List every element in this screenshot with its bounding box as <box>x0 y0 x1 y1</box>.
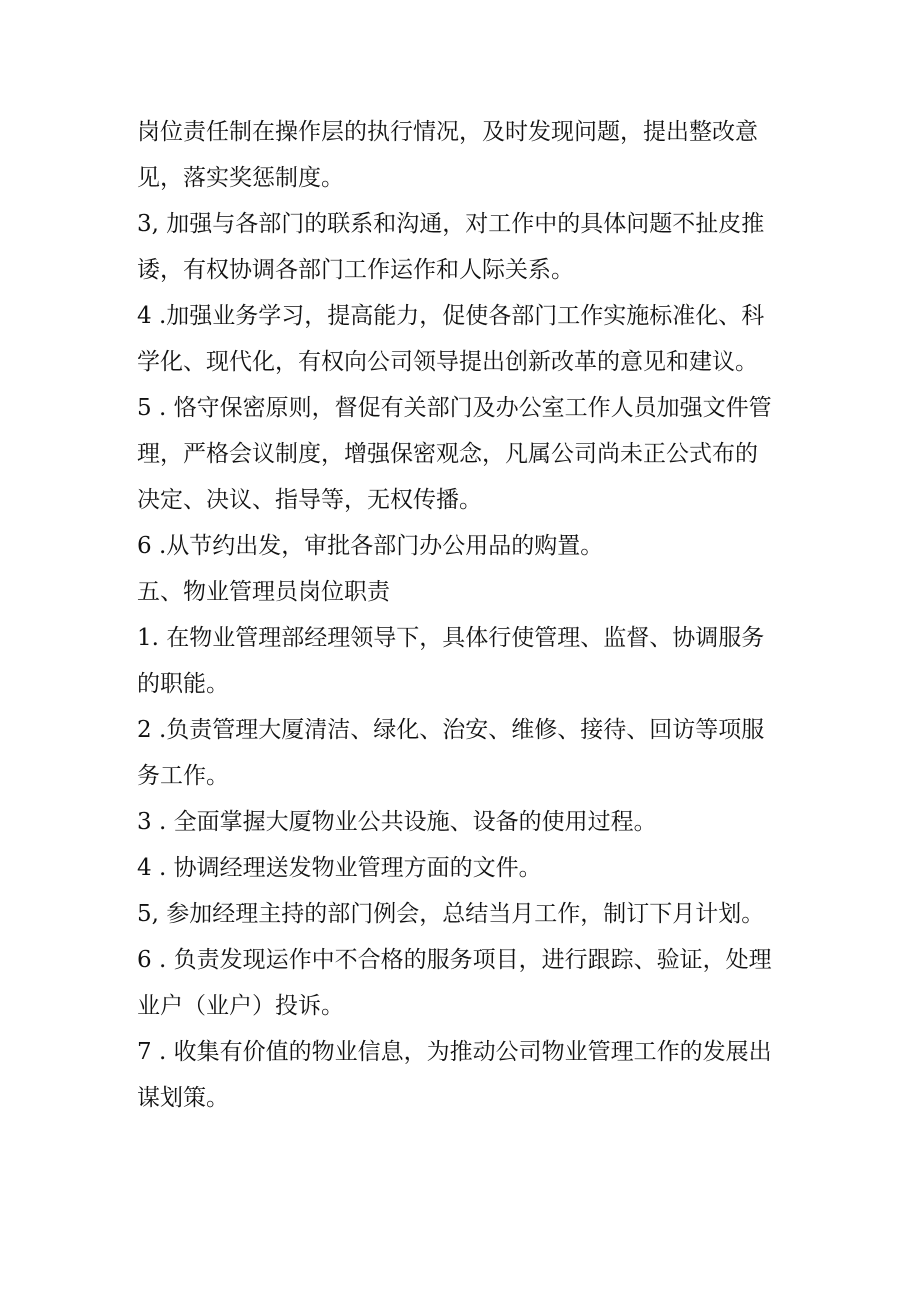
text-line: 7 . 收集有价值的物业信息，为推动公司物业管理工作的发展出 <box>137 1039 772 1065</box>
text-line: 谋划策。 <box>137 1085 229 1111</box>
section-heading: 五、物业管理员岗位职责 <box>137 579 390 605</box>
text-line: 决定、决议、指导等，无权传播。 <box>137 487 482 513</box>
text-line: 3, 加强与各部门的联系和沟通，对工作中的具体问题不扯皮推 <box>137 211 765 237</box>
text-line: 业户（业户）投诉。 <box>137 993 344 1019</box>
text-line: 1. 在物业管理部经理领导下，具体行使管理、监督、协调服务 <box>137 625 765 651</box>
text-line: 诿，有权协调各部门工作运作和人际关系。 <box>137 257 574 283</box>
document-body <box>137 109 787 1121</box>
text-line: 4 . 协调经理送发物业管理方面的文件。 <box>137 855 542 881</box>
text-line: 的职能。 <box>137 671 229 697</box>
text-line: 5 . 恪守保密原则，督促有关部门及办公室工作人员加强文件管 <box>137 395 772 421</box>
text-line: 5, 参加经理主持的部门例会，总结当月工作，制订下月计划。 <box>137 901 765 927</box>
text-line: 见，落实奖惩制度。 <box>137 165 344 191</box>
text-line: 学化、现代化，有权向公司领导提出创新改革的意见和建议。 <box>137 349 758 375</box>
text-line: 3 . 全面掌握大厦物业公共设施、设备的使用过程。 <box>137 809 657 835</box>
text-line: 6 .从节约出发，审批各部门办公用品的购置。 <box>137 533 604 559</box>
text-line: 6 . 负责发现运作中不合格的服务项目，进行跟踪、验证，处理 <box>137 947 772 973</box>
text-line: 4 .加强业务学习，提高能力，促使各部门工作实施标准化、科 <box>137 303 765 329</box>
text-line: 2 .负责管理大厦清洁、绿化、治安、维修、接待、回访等项服 <box>137 717 765 743</box>
text-line: 务工作。 <box>137 763 229 789</box>
text-line: 岗位责任制在操作层的执行情况，及时发现问题，提出整改意 <box>137 119 758 145</box>
text-line: 理，严格会议制度，增强保密观念，凡属公司尚未正公式布的 <box>137 441 758 467</box>
